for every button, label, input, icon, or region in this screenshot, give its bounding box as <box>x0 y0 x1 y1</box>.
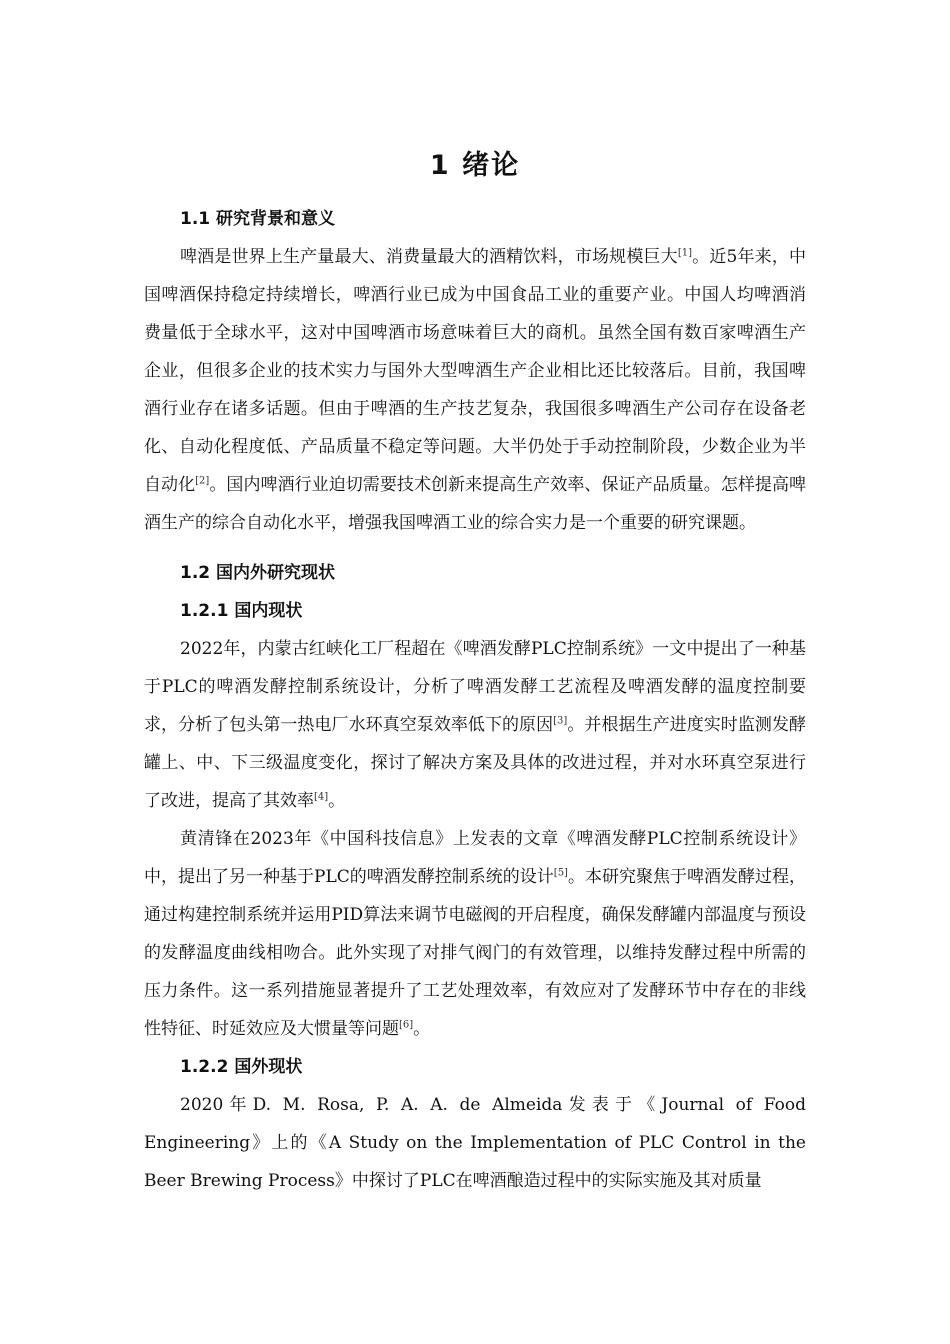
citation-ref[interactable]: [5] <box>553 867 568 879</box>
citation-ref[interactable]: [4] <box>314 791 329 803</box>
paragraph-foreign-1: 2020年D. M. Rosa, P. A. A. de Almeida发表于《Journal of Food Engineering》上的《A Study on the Implementation of PLC Control in the Beer Brewing Process》中探讨了PLC在啤酒酿造过程中的实际实施及其对质量 <box>144 1095 806 1191</box>
paragraph-text: 。近5年来，中国啤酒保持稳定持续增长，啤酒行业已成为中国食品工业的重要产业。中国人均啤酒消费量低于全球水平，这对中国啤酒市场意味着巨大的商机。虽然全国有数百家啤酒生产企业，但很多企业的技术实力与国外大型啤酒生产企业相比还比较落后。目前，我国啤酒行业存在诸多话题。但由于啤酒的生产技艺复杂，我国很多啤酒生产公司存在设备老化、自动化程度低、产品质量不稳定等问题。大半仍处于手动控制阶段，少数企业为半自动化 <box>144 247 806 495</box>
chapter-title: 1 绪论 <box>429 150 521 181</box>
paragraph-text: 2022年，内蒙古红峡化工厂程超在《啤酒发酵PLC控制系统》一文中提出了一种基于PLC的啤酒发酵控制系统设计，分析了啤酒发酵工艺流程及啤酒发酵的温度控制要求，分析了包头第一热电厂水环真空泵效率低下的原因 <box>144 639 806 735</box>
section-heading-1-1: 1.1 研究背景和意义 <box>180 209 336 229</box>
paragraph-domestic-2 <box>144 820 806 1048</box>
paragraph-text: 。 <box>328 791 346 811</box>
paragraph-text: 。国内啤酒行业迫切需要技术创新来提高生产效率、保证产品质量。怎样提高啤酒生产的综合自动化水平，增强我国啤酒工业的综合实力是一个重要的研究课题。 <box>144 475 807 533</box>
citation-ref[interactable]: [3] <box>553 715 568 727</box>
citation-ref[interactable]: [6] <box>399 1019 414 1031</box>
paragraph-text: 。并根据生产进度实时监测发酵罐上、中、下三级温度变化，探讨了解决方案及具体的改进过程，并对水环真空泵进行了改进，提高了其效率 <box>144 715 807 811</box>
paragraph-text: 。 <box>413 1019 431 1039</box>
paragraph-text: 啤酒是世界上生产量最大、消费量最大的酒精饮料，市场规模巨大 <box>180 247 678 267</box>
document-body <box>144 200 806 1200</box>
paragraph-background <box>144 238 806 542</box>
paragraph-text: 黄清锋在2023年《中国科技信息》上发表的文章《啤酒发酵PLC控制系统设计》中，提出了另一种基于PLC的啤酒发酵控制系统的设计 <box>144 829 806 887</box>
citation-ref[interactable]: [1] <box>677 247 693 259</box>
subsection-heading-1-2-2: 1.2.2 国外现状 <box>180 1057 303 1077</box>
section-heading-1-2: 1.2 国内外研究现状 <box>180 563 336 583</box>
paragraph-text: 。本研究聚焦于啤酒发酵过程，通过构建控制系统并运用PID算法来调节电磁阀的开启程度，确保发酵罐内部温度与预设的发酵温度曲线相吻合。此外实现了对排气阀门的有效管理，以维持发酵过程中所需的压力条件。这一系列措施显著提升了工艺处理效率，有效应对了发酵环节中存在的非线性特征、时延效应及大惯量等问题 <box>144 867 807 1039</box>
subsection-heading-1-2-1: 1.2.1 国内现状 <box>180 601 303 621</box>
paragraph-domestic-1 <box>144 630 806 820</box>
citation-ref[interactable]: [2] <box>195 475 210 487</box>
